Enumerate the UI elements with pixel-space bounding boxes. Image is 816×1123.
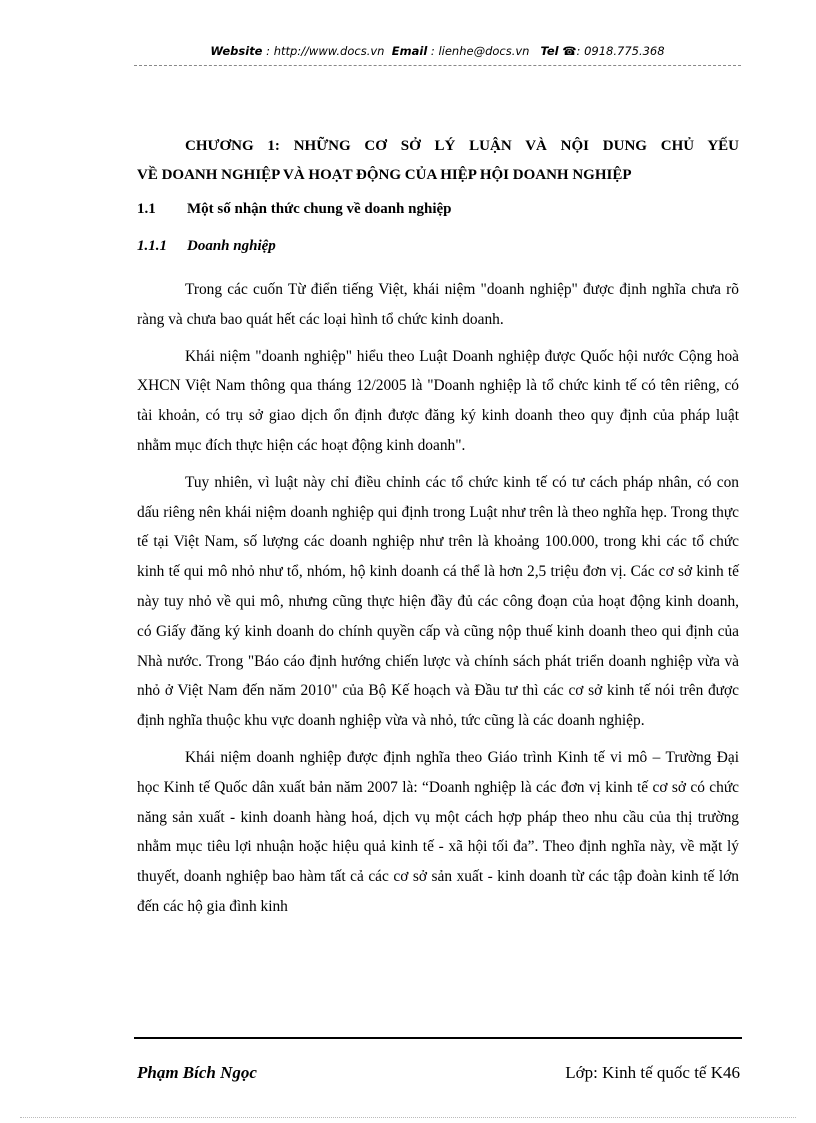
subsection-heading <box>137 238 276 255</box>
header-divider <box>134 65 741 66</box>
website-separator: : <box>262 44 274 58</box>
footer-author: Phạm Bích Ngọc <box>137 1063 257 1082</box>
email-label: Email <box>391 44 428 58</box>
section-number: 1.1 <box>137 201 156 217</box>
footer-class: Lớp: Kinh tế quốc tế K46 <box>565 1063 740 1082</box>
section-title: Một số nhận thức chung về doanh nghiệp <box>187 201 452 217</box>
website-link[interactable]: http://www.docs.vn <box>273 44 385 58</box>
paragraph: Trong các cuốn Từ điển tiếng Việt, khái niệm "doanh nghiệp" được định nghĩa chưa rõ ràng và chưa bao quát hết các loại hình tổ chức kinh doanh. <box>137 281 739 328</box>
email-link[interactable]: lienhe@docs.vn <box>438 44 530 58</box>
email-separator: : <box>427 44 439 58</box>
paragraph: Tuy nhiên, vì luật này chỉ điều chỉnh các tổ chức kinh tế có tư cách pháp nhân, có con dấu riêng nên khái niệm doanh nghiệp qui định trong Luật như trên là theo nghĩa hẹp. Trong thực tế tại Việt Nam, số lượng các doanh nghiệp như trên là khoảng 100.000, trong khi các tổ chức kinh tế qui mô nhỏ như tổ, nhóm, hộ kinh doanh cá thể là hơn 2,5 triệu đơn vị. Các cơ sở kinh tế này tuy nhỏ về qui mô, nhưng cũng thực hiện đầy đủ các công đoạn của hoạt động kinh doanh, có Giấy đăng ký kinh doanh do chính quyền cấp và cũng nộp thuế kinh doanh theo qui định của Nhà nước. Trong "Báo cáo định hướng chiến lược và chính sách phát triển doanh nghiệp vừa và nhỏ ở Việt Nam đến năm 2010" của Bộ Kế hoạch và Đầu tư thì các cơ sở kinh tế nói trên được định nghĩa thuộc khu vực doanh nghiệp vừa và nhỏ, tức cũng là các doanh nghiệp. <box>137 473 739 730</box>
phone-icon: ☎: <box>558 44 585 58</box>
page-header <box>134 44 741 66</box>
tel-value: 0918.775.368 <box>584 44 665 58</box>
paragraph: Khái niệm doanh nghiệp được định nghĩa theo Giáo trình Kinh tế vi mô – Trường Đại học Kinh tế Quốc dân xuất bản năm 2007 là: “Doanh nghiệp là các đơn vị kinh tế cơ sở có chức năng sản xuất - kinh doanh hàng hoá, dịch vụ một cách hợp pháp theo nhu cầu của thị trường nhằm mục tiêu lợi nhuận hoặc hiệu quả kinh tế - xã hội tối đa”. Theo định nghĩa này, về mặt lý thuyết, doanh nghiệp bao hàm tất cả các cơ sở sản xuất - kinh doanh từ các tập đoàn kinh tế lớn đến các hộ gia đình kinh <box>137 748 739 915</box>
subsection-number: 1.1.1 <box>137 238 167 254</box>
chapter-title-line-2: VỀ DOANH NGHIỆP VÀ HOẠT ĐỘNG CỦA HIỆP HỘI DOANH NGHIỆP <box>137 167 632 183</box>
paragraph: Khái niệm "doanh nghiệp" hiểu theo Luật Doanh nghiệp được Quốc hội nước Cộng hoà XHCN Việt Nam thông qua tháng 12/2005 là "Doanh nghiệp là tổ chức kinh tế có tên riêng, có tài khoản, có trụ sở giao dịch ổn định được đăng ký kinh doanh theo quy định của pháp luật nhằm mục đích thực hiện các hoạt động kinh doanh". <box>137 347 739 454</box>
section-heading <box>137 201 452 218</box>
body-text <box>137 275 739 929</box>
chapter-title-line-1: CHƯƠNG 1: NHỮNG CƠ SỞ LÝ LUẬN VÀ NỘI DUNG CHỦ YẾU <box>185 138 739 154</box>
subsection-title: Doanh nghiệp <box>187 238 276 254</box>
page-bottom-divider <box>20 1117 796 1118</box>
tel-label: Tel <box>540 44 559 58</box>
website-label: Website <box>210 44 263 58</box>
footer-divider <box>134 1037 742 1039</box>
chapter-title <box>137 132 739 190</box>
